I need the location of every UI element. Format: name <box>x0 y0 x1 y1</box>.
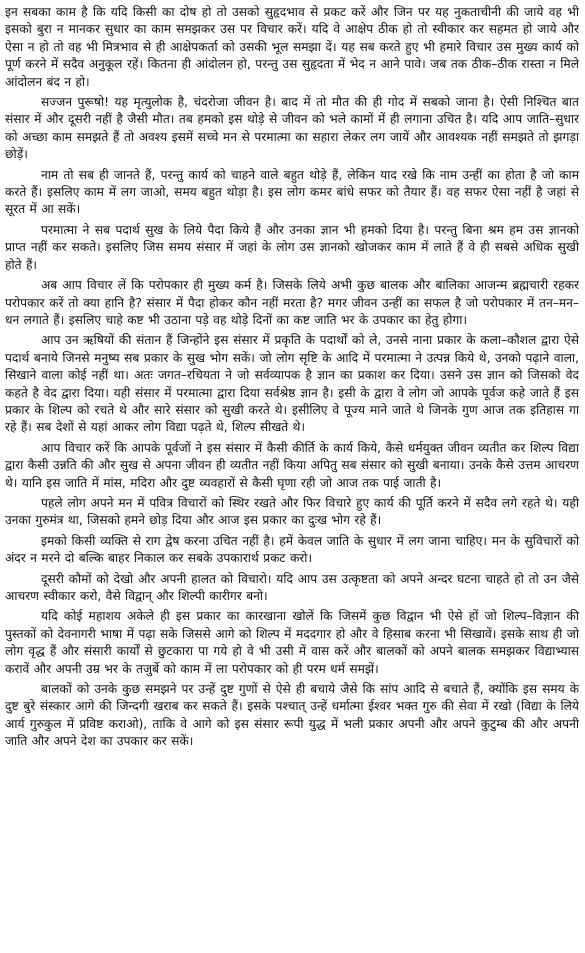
paragraph-other-nations: दूसरी कौमों को देखो और अपनी हालत को विचारो। यदि आप उस उत्कृष्टता को अपने अन्दर घटना चाहते हो तो उन जैसे आचरण स्वीकार करो, वैसे विद्वान् और शिल्पी कारीगर बनो। <box>5 571 579 603</box>
paragraph-rishis: आप उन ऋषियों की संतान हैं जिन्होंने इस संसार में प्रकृति के पदार्थों को ले, उनसे नाना प्रकार के कला–कौशल द्वारा ऐसे पदार्थ बनाये जिनसे मनुष्य सब प्रकार के सुख भोग सकें। जो लोग सृष्टि के आदि में परमात्मा ने उत्पन्न किये थे, उनको पढ़ाने वाला, सिखाने वाला कोई नहीं था। अतः जगत–रचियता ने जो सर्वव्यापक है ज्ञान का प्रकाश कर दिया। उसने उस ज्ञान को जिसको वेद कहते है वेद द्वारा दिया। यही संसार में परमात्मा द्वारा दिया सर्वश्रेष्ठ ज्ञान है। इसी के द्वारा वे लोग जो आपके पूर्वज कहे जाते हैं इस प्रकार के शिल्प को रचते थे और सारे संसार को सुखी करते थे। इसीलिए वे पूज्य माने जाते थे जिनके गुण आज तक इतिहास गा रहे हैं। सब देशों से यहां आकर लोग विद्या पढ़ते थे, शिल्प सीखते थे। <box>5 333 579 435</box>
paragraph-ancestors: आप विचार करें कि आपके पूर्वजों ने इस संसार में कैसी कीर्ति के कार्य किये, कैसे धर्मयुक्त जीवन व्यतीत कर शिल्प विद्या द्वारा कैसी उन्नति की और सुख से अपना जीवन ही व्यतीत नहीं किया अपितु सब संसार को सुखी बनाया। उनके कैसे उत्तम आचरण थे। यानि इस जाति में मांस, मदिरा और दुष्ट व्यवहारों से कैसी घृणा रही जो आज तक पाई जाती है। <box>5 440 579 490</box>
paragraph-knowledge: परमात्मा ने सब पदार्थ सुख के लिये पैदा किये हैं और उनका ज्ञान भी हमको दिया है। परन्तु बिना श्रम हम उस ज्ञानको प्राप्त नहीं कर सकते। इसलिए जिस समय संसार में जहां के लोग उस ज्ञानको खोजकर काम में लाते हैं वे ही सबसे अधिक सुखी होते हैं। <box>5 222 579 272</box>
paragraph-altruism: अब आप विचार लें कि परोपकार ही मुख्य कर्म है। जिसके लिये अभी कुछ बालक और बालिका आजन्म ब्रह्मचारी रहकर परोपकार करें तो क्या हानि है? संसार में पैदा होकर कौन नहीं मरता है? मगर जीवन उन्हीं का सफल है जो परोपकार में तन–मन–धन लगाते हैं। इसलिए चाहे कष्ट भी उठाना पड़े वह थोड़े दिनों का कष्ट जाति भर के उपकार का हेतु होगा। <box>5 278 579 327</box>
paragraph-mortal-life: सज्जन पुरूषो! यह मृत्युलोक है, चंदरोजा जीवन है। बाद में तो मौत की ही गोद में सबको जाना है। ऐसी निश्चित बात संसार में और दूसरी नहीं है जैसी मौत। तब हमको इस थोड़े से जीवन को भले कामों में ही लगाना उचित है। यदि आप जाति–सुधार को अच्छा काम समझते हैं तो अवश्य इसमें सच्चे मन से परमात्मा का सहारा लेकर लग जायें और आवश्यक नहीं समझते तो झगड़ा छोड़ें। <box>5 95 579 162</box>
paragraph-pure-thoughts: पहले लोग अपने मन में पवित्र विचारों को स्थिर रखते और फिर विचारे हुए कार्य की पूर्ति करने में सदैव लगे रहते थे। यही उनका गुरुमंत्र था, जिसको हमने छोड़ दिया और आज इस प्रकार का दुःख भोग रहे हैं। <box>5 495 579 528</box>
paragraph-no-malice: इमको किसी व्यक्ति से राग द्वेष करना उचित नहीं है। हमें केवल जाति के सुधार में लग जाना चाहिए। मन के सुविचारों को अंदर न मरने दो बल्कि बाहर निकाल कर सबके उपकारार्थ प्रकट करो। <box>5 533 579 566</box>
paragraph-workshop: यदि कोई महाशय अकेले ही इस प्रकार का कारखाना खोलें कि जिसमें कुछ विद्वान भी ऐसे हों जो शिल्प–विज्ञान की पुस्तकों को देवनागरी भाषा में पढ़ा सके जिससे आगे को शिल्प में मददगार हो और वे हिसाब करना भी सिखावें। इसके साथ ही जो लोग वृद्ध हैं और संसारी कार्यों से छुटकारा पा गये हो वे भी उसी में वास करें और बालकों को अपने बालक समझकर विद्याभ्यास करावें और अपनी उम्र भर के तजुर्बे को काम में ला परोपकार को ही परम धर्म समझें। <box>5 609 579 676</box>
paragraph-criticism: इन सबका काम है कि यदि किसी का दोष हो तो उसको सुहृदभाव से प्रकट करें और जिन पर यह नुकताचीनी की जाये वह भी इसको बुरा न मानकर सुधार का काम समझकर उस पर विचार करें। यदि वे आक्षेप ठीक हो तो स्वीकार कर सहमत हो जाये और ऐसा न हो तो वह भी मित्रभाव से ही आक्षेपकर्ता को उसकी भूल समझा दें। यह सब करते हुए भी हमारे विचार उस मुख्य कार्य को पूर्ण करने में सदैव अनुकूल रहें। कितना ही आंदोलन हो, परन्तु उस सुहृदता में भेद न आने पावे। जब तक ठीक–ठीक रास्ता न मिले आंदोलन बंद न हो। <box>5 5 579 89</box>
paragraph-children: बालकों को उनके कुछ समझने पर उन्हें दुष्ट गुणों से ऐसे ही बचाये जैसे कि सांप आदि से बचाते हैं, क्योंकि इस समय के दुष्ट बुरे संस्कार आगे की जिन्दगी खराब कर सकते हैं। इसके पश्चात् उन्हें धर्मात्मा ईश्वर भक्त गुरु की सेवा में रखो (विद्या के लिये आर्य गुरुकुल में प्रविष्ट कराओ), ताकि वे आगे को इस संसार रूपी युद्ध में भली प्रकार अपनी और अपने कुटुम्ब की और अपनी जाति और अपने देश का उपकार कर सकें। <box>5 682 579 749</box>
paragraph-name-and-work: नाम तो सब ही जानते हैं, परन्तु कार्य को चाहने वाले बहुत थोड़े हैं, लेकिन याद रखे कि नाम उन्हीं का होता है जो काम करते हैं। इसलिए काम में लग जाओ, समय बहुत थोड़ा है। इस लोग कमर बांधे सफर को तैयार हैं। वह सफर ऐसा नहीं है जहां से सूरत में आ सकें। <box>5 167 579 217</box>
